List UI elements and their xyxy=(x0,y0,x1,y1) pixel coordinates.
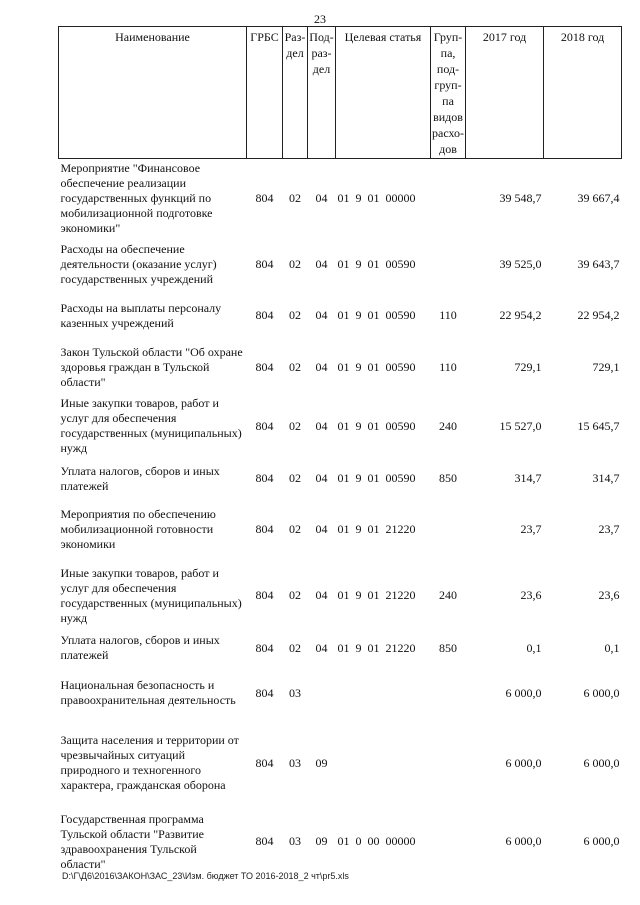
header-podrazdel: Под- раз- дел xyxy=(308,27,336,159)
row-podrazdel: 04 xyxy=(315,360,328,374)
row-razdel: 02 xyxy=(289,360,301,374)
row-2017: 6 000,0 xyxy=(505,834,542,848)
header-razdel: Раз- дел xyxy=(283,27,308,159)
row-expense-group xyxy=(431,721,466,806)
table-header-row xyxy=(59,27,622,159)
row-grbs: 804 xyxy=(255,834,274,848)
row-target-article xyxy=(336,721,431,806)
row-grbs: 804 xyxy=(255,588,274,602)
row-podrazdel xyxy=(308,666,336,721)
row-name: Закон Тульской области "Об охране здоровья граждан в Тульской области" xyxy=(60,345,243,389)
header-target-article: Целевая статья xyxy=(336,27,431,159)
row-2017: 0,1 xyxy=(526,640,542,655)
row-2018: 0,1 xyxy=(604,640,620,655)
row-razdel: 02 xyxy=(289,640,301,655)
row-expense-group: 110 xyxy=(439,360,457,374)
row-grbs: 804 xyxy=(255,640,274,655)
table-row xyxy=(59,666,622,721)
row-grbs: 804 xyxy=(255,418,274,433)
row-target-article: 01 9 01 00590 xyxy=(337,471,416,485)
row-name: Государственная программа Тульской области "Развитие здравоохранения Тульской области" xyxy=(60,811,204,871)
row-name: Иные закупки товаров, работ и услуг для обеспечения государственных (муниципальных) нужд xyxy=(60,396,242,455)
row-2017: 314,7 xyxy=(514,471,542,485)
row-2017: 23,7 xyxy=(520,522,542,536)
row-grbs: 804 xyxy=(255,755,274,770)
row-name: Расходы на выплаты персоналу казенных учреждений xyxy=(60,300,222,330)
page-number: 23 xyxy=(314,12,326,26)
row-grbs: 804 xyxy=(255,685,274,700)
row-expense-group: 850 xyxy=(439,471,458,485)
row-expense-group xyxy=(431,666,466,721)
row-2018: 6 000,0 xyxy=(583,685,620,700)
row-expense-group xyxy=(431,806,466,878)
row-razdel: 03 xyxy=(289,685,301,700)
row-razdel: 02 xyxy=(289,471,301,485)
row-podrazdel: 04 xyxy=(315,191,328,206)
row-target-article: 01 9 01 00590 xyxy=(337,418,416,433)
row-2018: 314,7 xyxy=(592,471,620,485)
row-razdel: 02 xyxy=(289,588,301,602)
table-row xyxy=(59,721,622,806)
row-target-article: 01 9 01 00590 xyxy=(337,360,416,374)
table-row xyxy=(59,290,622,342)
row-podrazdel: 04 xyxy=(315,308,328,322)
row-target-article xyxy=(336,666,431,721)
table-row xyxy=(59,499,622,561)
row-2017: 729,1 xyxy=(514,360,542,374)
header-grbs: ГРБС xyxy=(247,27,283,159)
row-2017: 23,6 xyxy=(520,588,542,602)
header-name: Наименование xyxy=(59,27,247,159)
table-row xyxy=(59,159,622,239)
row-2018: 729,1 xyxy=(592,360,620,374)
row-expense-group: 240 xyxy=(439,588,458,602)
row-grbs: 804 xyxy=(255,191,274,206)
row-name: Уплата налогов, сборов и иных платежей xyxy=(60,633,220,662)
row-name: Мероприятие "Финансовое обеспечение реализации государственных функций по мобилизационной подготовке экономики" xyxy=(60,161,213,236)
row-name: Расходы на обеспечение деятельности (оказание услуг) государственных учреждений xyxy=(60,241,217,286)
row-name: Национальная безопасность и правоохранительная деятельность xyxy=(60,678,236,707)
row-expense-group xyxy=(431,499,466,561)
row-name: Уплата налогов, сборов и иных платежей xyxy=(60,463,220,493)
row-expense-group: 240 xyxy=(439,418,458,433)
row-2018: 23,7 xyxy=(598,522,620,536)
row-name: Защита населения и территории от чрезвычайных ситуаций природного и техногенного характера, гражданская оборона xyxy=(60,733,239,792)
table-row xyxy=(59,806,622,878)
row-podrazdel: 04 xyxy=(315,418,328,433)
row-razdel: 02 xyxy=(289,308,301,322)
row-razdel: 02 xyxy=(289,191,301,206)
row-podrazdel: 09 xyxy=(315,834,328,848)
row-2017: 39 525,0 xyxy=(499,256,542,271)
row-2017: 6 000,0 xyxy=(505,685,542,700)
row-razdel: 03 xyxy=(289,834,301,848)
budget-table xyxy=(58,26,622,878)
table-row xyxy=(59,239,622,290)
row-grbs: 804 xyxy=(255,308,274,322)
row-podrazdel: 04 xyxy=(315,640,328,655)
row-grbs: 804 xyxy=(255,256,274,271)
row-target-article: 01 9 01 00590 xyxy=(337,308,416,322)
row-2017: 15 527,0 xyxy=(499,418,542,433)
row-name: Иные закупки товаров, работ и услуг для обеспечения государственных (муниципальных) нужд xyxy=(60,565,242,625)
row-2018: 39 667,4 xyxy=(577,191,620,206)
row-name: Мероприятия по обеспечению мобилизационной готовности экономики xyxy=(60,507,216,551)
table-row xyxy=(59,394,622,459)
row-grbs: 804 xyxy=(255,471,274,485)
row-expense-group xyxy=(431,159,466,239)
row-target-article: 01 9 01 21220 xyxy=(337,588,416,602)
row-target-article: 01 0 00 00000 xyxy=(337,834,416,848)
row-razdel: 02 xyxy=(289,522,301,536)
row-razdel: 03 xyxy=(289,755,301,770)
file-path-footer: D:\Г\Д6\2016\ЗАКОН\ЗАС_23\Изм. бюджет ТО 2016-2018_2 чт\pr5.xls xyxy=(62,871,349,881)
header-2018: 2018 год xyxy=(544,27,622,159)
row-2018: 39 643,7 xyxy=(577,256,620,271)
row-razdel: 02 xyxy=(289,256,301,271)
row-2017: 6 000,0 xyxy=(505,755,542,770)
row-expense-group: 850 xyxy=(439,640,458,655)
row-expense-group: 110 xyxy=(439,308,457,322)
header-2017: 2017 год xyxy=(466,27,544,159)
row-2018: 6 000,0 xyxy=(583,834,620,848)
row-target-article: 01 9 01 21220 xyxy=(337,522,416,536)
row-podrazdel: 04 xyxy=(315,588,328,602)
row-target-article: 01 9 01 00000 xyxy=(337,191,416,206)
row-podrazdel: 04 xyxy=(315,471,328,485)
row-podrazdel: 09 xyxy=(315,755,328,770)
row-expense-group xyxy=(431,239,466,290)
row-2017: 39 548,7 xyxy=(499,191,542,206)
row-target-article: 01 9 01 21220 xyxy=(337,640,416,655)
row-2018: 22 954,2 xyxy=(577,308,620,322)
row-podrazdel: 04 xyxy=(315,522,328,536)
row-grbs: 804 xyxy=(255,522,274,536)
row-razdel: 02 xyxy=(289,418,301,433)
row-2017: 22 954,2 xyxy=(499,308,542,322)
row-grbs: 804 xyxy=(255,360,274,374)
table-row xyxy=(59,631,622,666)
row-podrazdel: 04 xyxy=(315,256,328,271)
table-row xyxy=(59,459,622,499)
row-2018: 6 000,0 xyxy=(583,755,620,770)
header-expense-group: Груп- па, под- груп- па видов расхо- дов xyxy=(431,27,466,159)
table-row xyxy=(59,342,622,394)
row-2018: 15 645,7 xyxy=(577,418,620,433)
table-row xyxy=(59,561,622,631)
row-2018: 23,6 xyxy=(598,588,620,602)
row-target-article: 01 9 01 00590 xyxy=(337,256,416,271)
